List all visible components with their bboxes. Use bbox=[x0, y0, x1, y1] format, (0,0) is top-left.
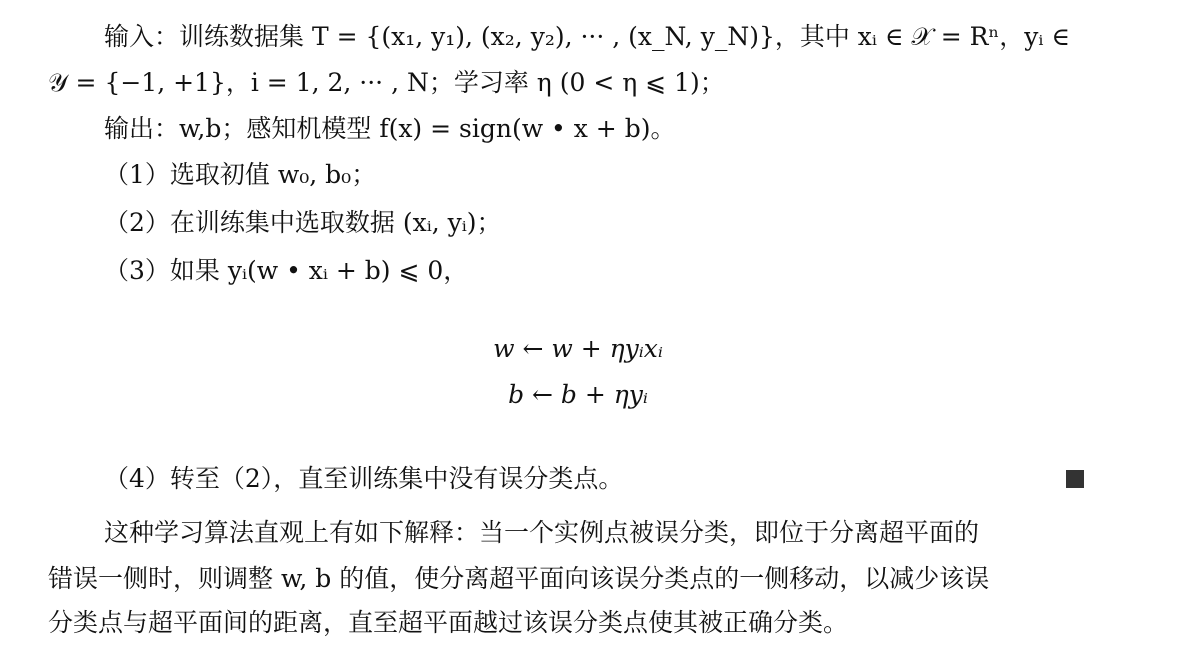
output-line: 输出：w,b；感知机模型 f(x) = sign(w • x + b)。 bbox=[104, 114, 676, 143]
step-1: （1）选取初值 w₀, b₀； bbox=[104, 160, 377, 189]
update-equation-b: b ← b + ηyᵢ bbox=[508, 380, 648, 409]
input-line-1: 输入：训练数据集 T = {(x₁, y₁), (x₂, y₂), ··· , (x_N, y_N)}，其中 xᵢ ∈ 𝒳 = Rⁿ，yᵢ ∈ bbox=[104, 22, 1070, 51]
step-2: （2）在训练集中选取数据 (xᵢ, yᵢ)； bbox=[104, 208, 502, 237]
explanation-line-3: 分类点与超平面间的距离，直至超平面越过该误分类点使其被正确分类。 bbox=[48, 608, 849, 637]
step-3: （3）如果 yᵢ(w • xᵢ + b) ⩽ 0， bbox=[104, 256, 469, 285]
update-equation-w: w ← w + ηyᵢxᵢ bbox=[493, 334, 663, 363]
input-line-2: 𝒴 = {−1, +1}，i = 1, 2, ··· , N；学习率 η (0 < η ⩽ 1)； bbox=[48, 68, 725, 97]
explanation-line-2: 错误一侧时，则调整 w, b 的值，使分离超平面向该误分类点的一侧移动，以减少该误 bbox=[48, 564, 990, 593]
explanation-line-1: 这种学习算法直观上有如下解释：当一个实例点被误分类，即位于分离超平面的 bbox=[104, 518, 980, 547]
qed-square-icon bbox=[1066, 470, 1084, 488]
step-4: （4）转至（2），直至训练集中没有误分类点。 bbox=[104, 464, 624, 493]
